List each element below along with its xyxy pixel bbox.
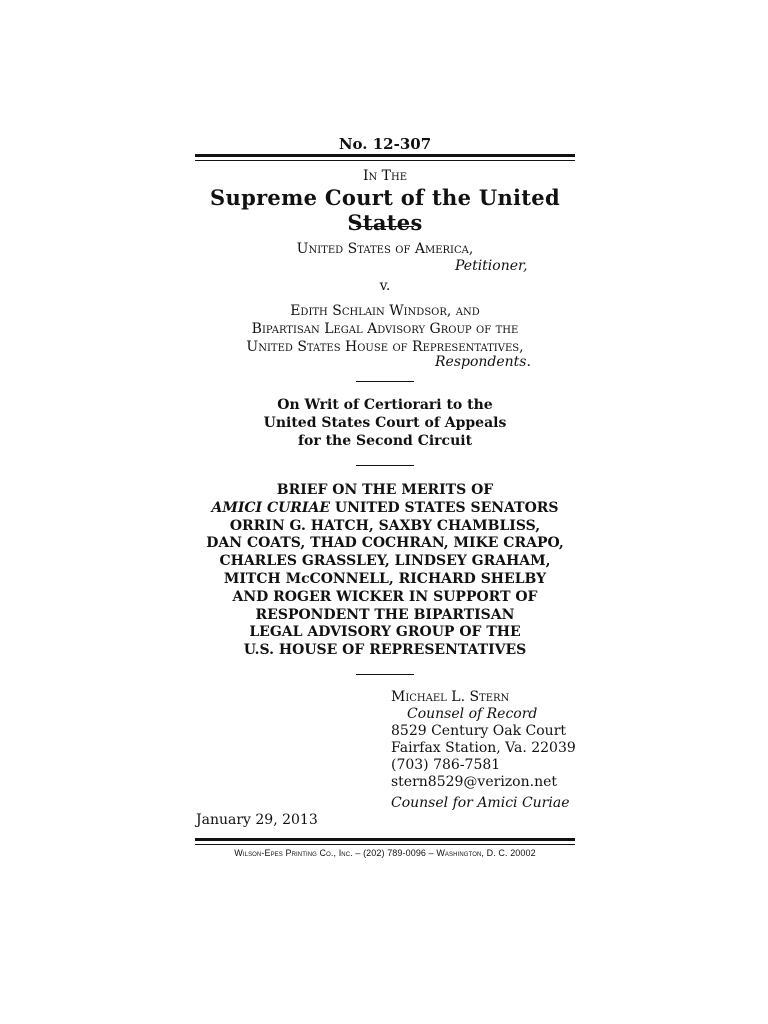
versus-label: v. [379,278,391,294]
section-divider [356,381,414,382]
respondent-block [195,302,575,356]
bottom-double-rule [195,838,575,845]
brief-title-line [195,500,575,518]
brief-title-line: LEGAL ADVISORY GROUP OF THE [249,624,521,641]
printer-footer: Wilson-Epes Printing Co., Inc. – (202) 789-0096 – Washington, D. C. 20002 [234,848,536,858]
brief-title-line: RESPONDENT THE BIPARTISAN [255,606,515,623]
brief-title-line: AND ROGER WICKER IN SUPPORT OF [232,588,538,605]
counsel-phone: (703) 786-7581 [391,757,501,773]
writ-line: On Writ of Certiorari to the [277,397,493,413]
top-double-rule [195,154,575,161]
in-the-label: In The [362,168,408,184]
writ-statement [195,396,575,450]
counsel-address-line: 8529 Century Oak Court [391,723,567,739]
section-divider [356,226,414,227]
respondent-line: Bipartisan Legal Advisory Group of the [251,321,519,337]
brief-title-line: ORRIN G. HATCH, SAXBY CHAMBLISS, [229,517,541,534]
petitioner-role: Petitioner, [455,258,528,274]
brief-title-line: BRIEF ON THE MERITS OF [276,482,494,498]
writ-line: for the Second Circuit [297,433,473,449]
counsel-name: Michael L. Stern [391,689,510,705]
respondent-role: Respondents. [435,354,531,370]
brief-title [195,482,575,660]
counsel-email: stern8529@verizon.net [391,774,557,790]
section-divider [356,465,414,466]
writ-line: United States Court of Appeals [263,415,507,431]
filing-date: January 29, 2013 [196,812,318,828]
petitioner-name: United States of America, [296,241,474,257]
respondent-line: United States House of Representatives, [246,339,524,355]
counsel-role: Counsel of Record [407,706,538,722]
brief-title-line: CHARLES GRASSLEY, LINDSEY GRAHAM, [219,553,551,570]
section-divider [356,674,414,675]
counsel-address-line: Fairfax Station, Va. 22039 [391,740,576,756]
respondent-line: Edith Schlain Windsor, and [290,303,480,319]
counsel-block [391,689,576,791]
counsel-for-amici: Counsel for Amici Curiae [391,795,570,811]
brief-title-line: U.S. HOUSE OF REPRESENTATIVES [243,642,527,659]
brief-title-line: DAN COATS, THAD COCHRAN, MIKE CRAPO, [206,535,564,552]
brief-title-line-rest: UNITED STATES SENATORS [330,499,559,516]
amici-curiae-italic: AMICI CURIAE [211,499,331,516]
court-name: Supreme Court of the United States [210,185,560,235]
brief-title-line: MITCH McCONNELL, RICHARD SHELBY [223,570,547,587]
docket-number: No. 12-307 [338,135,432,153]
